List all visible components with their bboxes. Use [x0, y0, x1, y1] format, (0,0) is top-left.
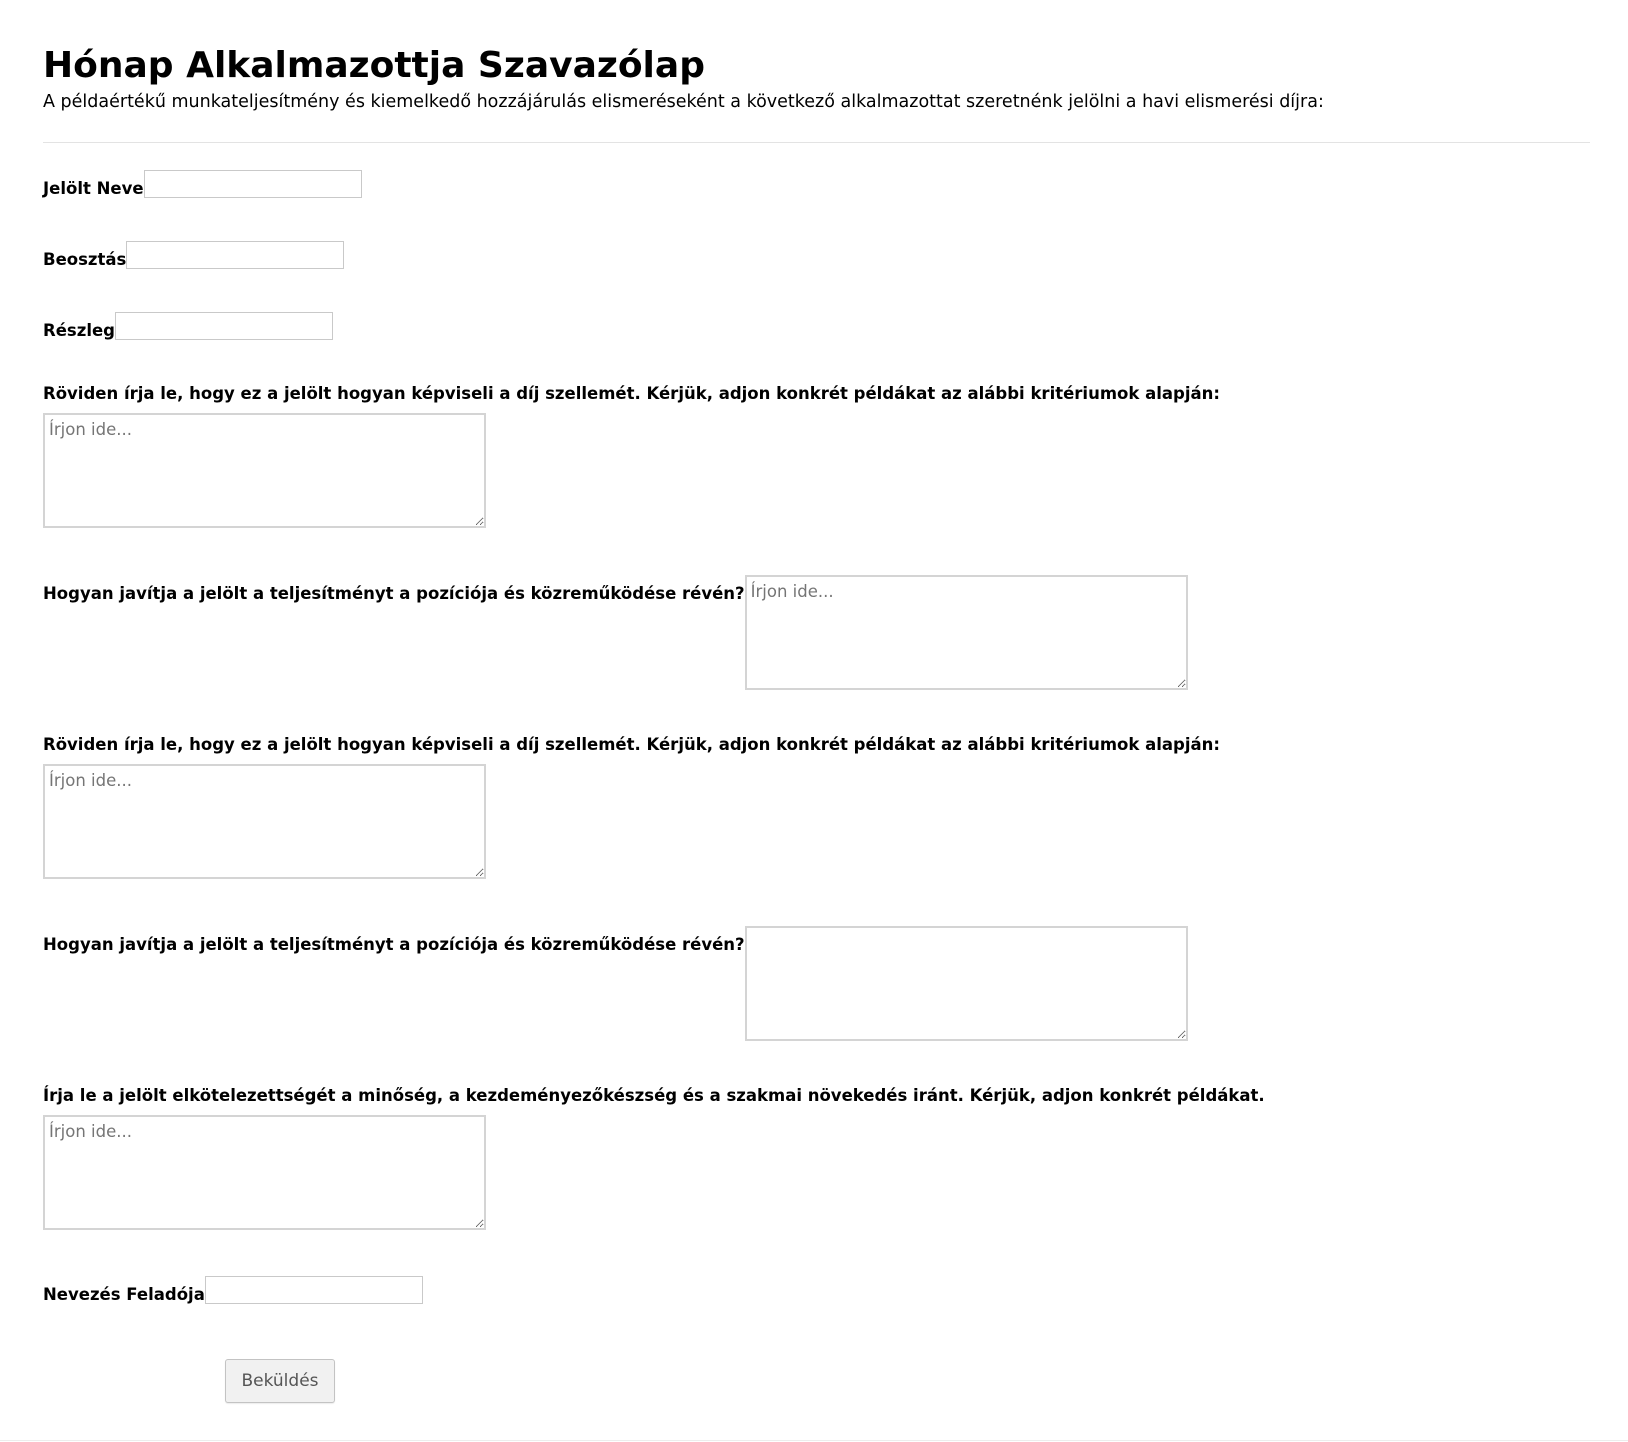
spirit-question-2-label: Röviden írja le, hogy ez a jelölt hogyan képviseli a díj szellemét. Kérjük, adjon konkrét példákat az alábbi kritériumok alapján:	[43, 735, 1220, 754]
header-divider	[43, 142, 1590, 143]
page-bottom-divider	[0, 1440, 1628, 1441]
spirit-question-1	[43, 384, 1220, 528]
candidate-name-input[interactable]	[144, 170, 362, 198]
spirit-question-2	[43, 735, 1220, 879]
spirit-answer-2-textarea[interactable]	[43, 764, 486, 879]
candidate-name-label: Jelölt Neve	[43, 179, 144, 198]
commitment-answer-textarea[interactable]	[43, 1115, 486, 1230]
page-title: Hónap Alkalmazottja Szavazólap	[43, 45, 705, 86]
submit-button[interactable]: Beküldés	[225, 1359, 335, 1403]
position-label: Beosztás	[43, 250, 127, 269]
nominator-input[interactable]	[205, 1276, 423, 1304]
performance-question-2	[43, 926, 1188, 1041]
nominator-label: Nevezés Feladója	[43, 1285, 205, 1304]
performance-answer-1-textarea[interactable]	[745, 575, 1188, 690]
performance-question-2-label: Hogyan javítja a jelölt a teljesítményt a pozíciója és közreműködése révén?	[43, 935, 745, 954]
performance-question-1-label: Hogyan javítja a jelölt a teljesítményt a pozíciója és közreműködése révén?	[43, 584, 745, 603]
department-row	[43, 312, 333, 341]
candidate-name-row	[43, 170, 362, 199]
spirit-question-1-label: Röviden írja le, hogy ez a jelölt hogyan képviseli a díj szellemét. Kérjük, adjon konkrét példákat az alábbi kritériumok alapján:	[43, 384, 1220, 403]
nominator-row	[43, 1276, 423, 1305]
performance-answer-2-textarea[interactable]	[745, 926, 1188, 1041]
department-input[interactable]	[115, 312, 333, 340]
form-intro: A példaértékű munkateljesítmény és kiemelkedő hozzájárulás elismeréseként a következő alkalmazottat szeretnénk jelölni a havi elismerési díjra:	[43, 92, 1324, 112]
department-label: Részleg	[43, 321, 115, 340]
commitment-question-label: Írja le a jelölt elkötelezettségét a minőség, a kezdeményezőkészség és a szakmai növekedés iránt. Kérjük, adjon konkrét példákat.	[43, 1086, 1265, 1105]
position-row	[43, 241, 344, 270]
spirit-answer-1-textarea[interactable]	[43, 413, 486, 528]
position-input[interactable]	[126, 241, 344, 269]
commitment-question	[43, 1086, 1265, 1230]
performance-question-1	[43, 575, 1188, 690]
